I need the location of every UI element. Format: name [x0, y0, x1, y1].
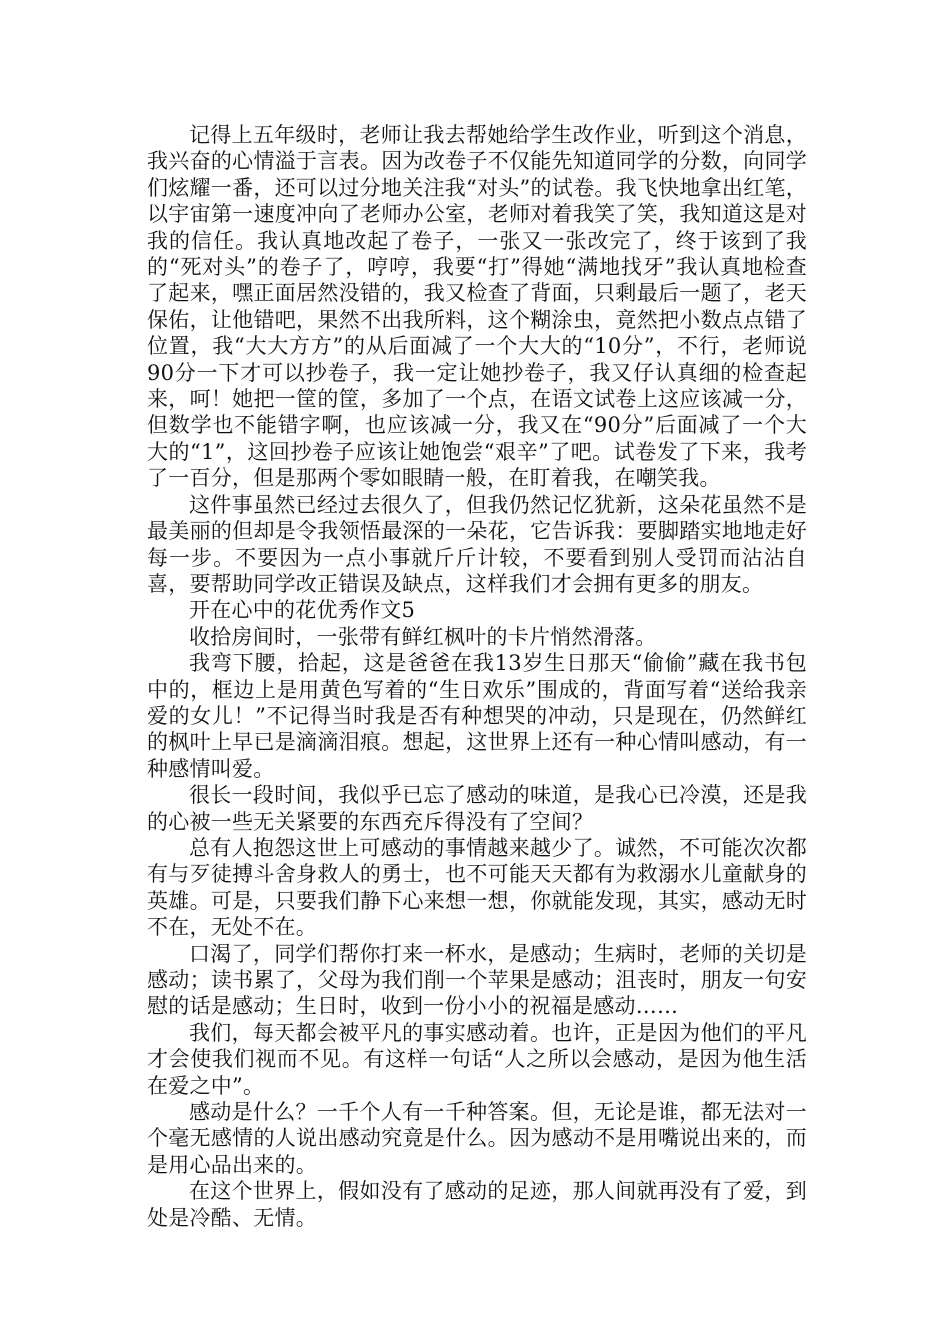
paragraph: 这件事虽然已经过去很久了，但我仍然记忆犹新，这朵花虽然不是最美丽的但却是令我领悟最深的一朵花，它告诉我：要脚踏实地地走好每一步。不要因为一点小事就斤斤计较，不要看到别人受罚而沾沾自喜，要帮助同学改正错误及缺点，这样我们才会拥有更多的朋友。 [147, 492, 807, 596]
paragraph: 收拾房间时，一张带有鲜红枫叶的卡片悄然滑落。 [189, 624, 657, 649]
document-page [147, 122, 807, 1231]
paragraph: 口渴了，同学们帮你打来一杯水，是感动；生病时，老师的关切是感动；读书累了，父母为我们削一个苹果是感动；沮丧时，朋友一句安慰的话是感动；生日时，收到一份小小的祝福是感动…… [147, 941, 807, 1019]
paragraph: 我弯下腰，拾起，这是爸爸在我13岁生日那天“偷偷”藏在我书包中的，框边上是用黄色写着的“生日欢乐”围成的，背面写着“送给我亲爱的女儿！”不记得当时我是否有种想哭的冲动，只是现在，仍然鲜红的枫叶上早已是滴滴泪痕。想起，这世界上还有一种心情叫感动，有一种感情叫爱。 [147, 651, 807, 781]
paragraph: 我们，每天都会被平凡的事实感动着。也许，正是因为他们的平凡才会使我们视而不见。有这样一句话“人之所以会感动，是因为他生活在爱之中”。 [147, 1020, 807, 1098]
paragraph: 在这个世界上，假如没有了感动的足迹，那人间就再没有了爱，到处是冷酷、无情。 [147, 1179, 807, 1230]
paragraph: 记得上五年级时，老师让我去帮她给学生改作业，听到这个消息，我兴奋的心情溢于言表。因为改卷子不仅能先知道同学的分数，向同学们炫耀一番，还可以过分地关注我“对头”的试卷。我飞快地拿出红笔，以宇宙第一速度冲向了老师办公室，老师对着我笑了笑，我知道这是对我的信任。我认真地改起了卷子，一张又一张改完了，终于该到了我的“死对头”的卷子了，哼哼，我要“打”得她“满地找牙”我认真地检查了起来，嘿正面居然没错的，我又检查了背面，只剩最后一题了，老天保佑，让他错吧，果然不出我所料，这个糊涂虫，竟然把小数点点错了位置，我“大大方方”的从后面减了一个大大的“10分”，不行，老师说90分一下才可以抄卷子，我一定让她抄卷子，我又仔认真细的检查起来，呵！她把一筐的筐，多加了一个点，在语文试卷上这应该减一分，但数学也不能错字啊，也应该减一分，我又在“90分”后面减了一个大大的“1”，这回抄卷子应该让她饱尝“艰辛”了吧。试卷发了下来，我考了一百分，但是那两个零如眼睛一般，在盯着我，在嘲笑我。 [147, 123, 807, 491]
paragraph: 很长一段时间，我似乎已忘了感动的味道，是我心已冷漠，还是我的心被一些无关紧要的东西充斥得没有了空间？ [147, 783, 807, 834]
paragraph: 感动是什么？一千个人有一千种答案。但，无论是谁，都无法对一个毫无感情的人说出感动究竟是什么。因为感动不是用嘴说出来的，而是用心品出来的。 [147, 1100, 807, 1177]
essay-title: 开在心中的花优秀作文5 [189, 598, 416, 623]
paragraph: 总有人抱怨这世上可感动的事情越来越少了。诚然，不可能次次都有与歹徒搏斗舍身救人的勇士，也不可能天天都有为救溺水儿童献身的英雄。可是，只要我们静下心来想一想，你就能发现，其实，感动无时不在，无处不在。 [147, 835, 807, 940]
